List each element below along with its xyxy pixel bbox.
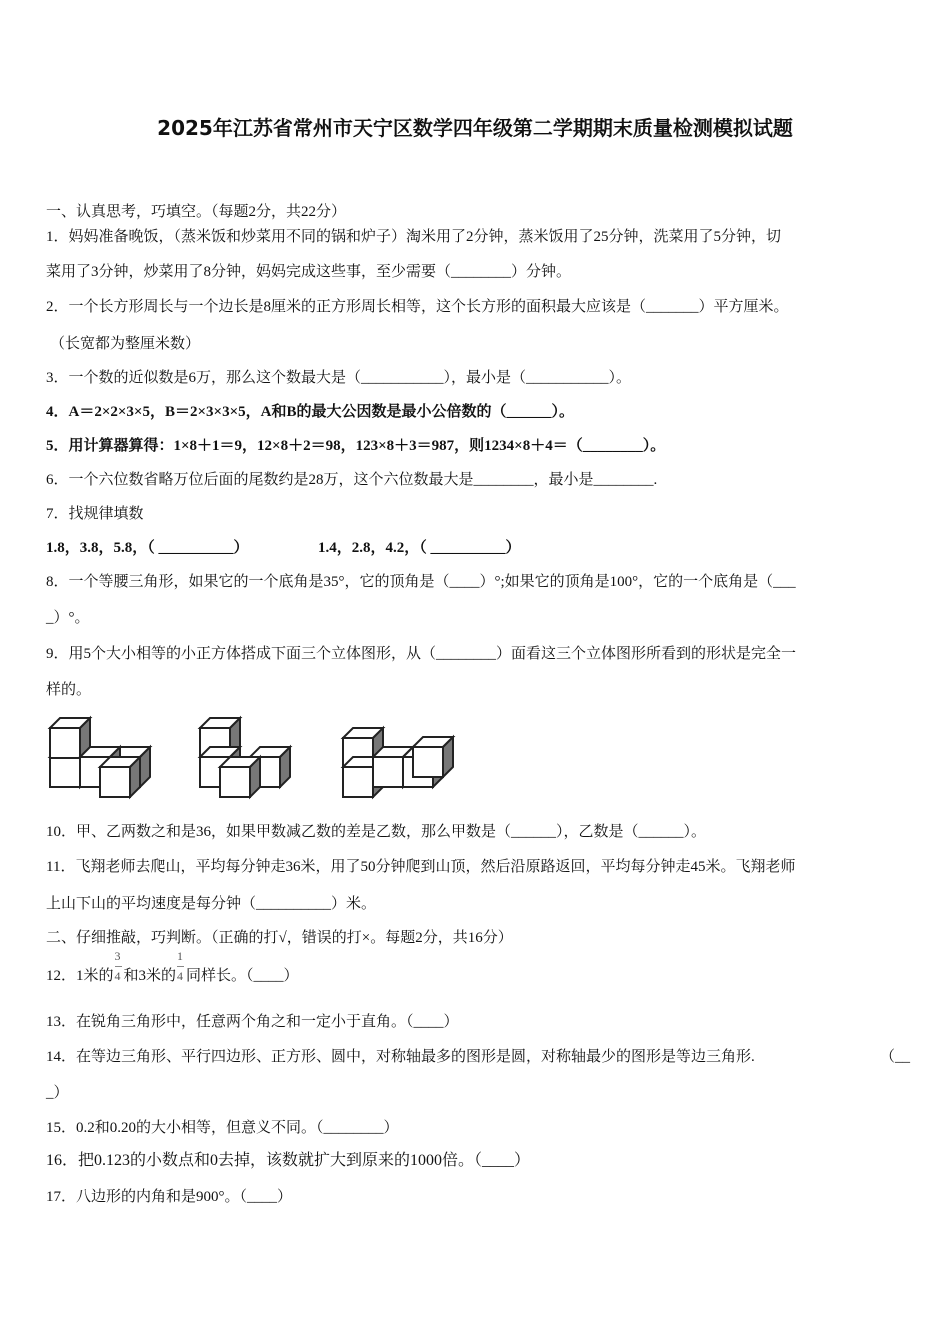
question-10: 10．甲、乙两数之和是36，如果甲数减乙数的差是乙数，那么甲数是（______），乙数是（______）。 xyxy=(46,824,707,840)
question-14: 14．在等边三角形、平行四边形、正方形、圆中，对称轴最多的图形是圆，对称轴最少的图形是等边三角形. xyxy=(46,1049,755,1065)
numerator: 3 xyxy=(114,949,121,963)
fraction-3-4 xyxy=(114,949,124,986)
question-5: 5．用计算器算得：1×8＋1＝9，12×8＋2＝98，123×8＋3＝987，则1234×8＋4＝（________）。 xyxy=(46,438,666,454)
cube-face xyxy=(413,747,443,777)
question-6: 6．一个六位数省略万位后面的尾数约是28万，这个六位数最大是________，最小是________. xyxy=(46,472,658,488)
question-7: 7．找规律填数 xyxy=(46,506,144,522)
question-1: 1．妈妈准备晚饭，（蒸米饭和炒菜用不同的锅和炉子）淘米用了2分钟，蒸米饭用了25分钟，洗菜用了5分钟，切 xyxy=(46,229,782,245)
question-9-cont: 样的。 xyxy=(46,682,92,698)
question-11: 11．飞翔老师去爬山，平均每分钟走36米，用了50分钟爬到山顶，然后沿原路返回，平均每分钟走45米。飞翔老师 xyxy=(46,859,796,875)
section-1-heading: 一、认真思考，巧填空。（每题2分，共22分） xyxy=(46,204,347,220)
question-8-cont: _）°。 xyxy=(46,610,90,626)
cube-figure-2 xyxy=(200,718,290,797)
denominator: 4 xyxy=(177,969,184,983)
question-2: 2．一个长方形周长与一个边长是8厘米的正方形周长相等，这个长方形的面积最大应该是（_______）平方厘米。 xyxy=(46,299,789,315)
question-8: 8．一个等腰三角形，如果它的一个底角是35°，它的顶角是（____）°;如果它的顶角是100°，它的一个底角是（___ xyxy=(46,574,796,590)
question-17: 17．八边形的内角和是900°。（____） xyxy=(46,1189,292,1205)
question-16: 16．把0.123的小数点和0去掉，该数就扩大到原来的1000倍。（____） xyxy=(46,1152,531,1169)
numerator: 1 xyxy=(177,949,184,963)
question-9: 9．用5个大小相等的小正方体搭成下面三个立体图形，从（________）面看这三个立体图形所看到的形状是完全一 xyxy=(46,646,797,662)
cube-figure-3 xyxy=(343,728,453,797)
section-2-heading: 二、仔细推敲，巧判断。（正确的打√，错误的打×。每题2分，共16分） xyxy=(46,930,513,946)
question-12 xyxy=(46,949,299,986)
page-title: 2025年江苏省常州市天宁区数学四年级第二学期期末质量检测模拟试题 xyxy=(157,116,793,140)
cube-face xyxy=(220,767,250,797)
question-13: 13．在锐角三角形中，任意两个角之和一定小于直角。（____） xyxy=(46,1014,459,1030)
cube-face xyxy=(343,767,373,797)
q12-text-a: 12．1米的 xyxy=(46,968,114,984)
fraction-1-4 xyxy=(176,949,186,986)
question-14-cont: _） xyxy=(46,1085,69,1101)
q12-text-b: 和3米的 xyxy=(123,968,177,984)
question-2-cont: （长宽都为整厘米数） xyxy=(50,336,201,352)
cube-face xyxy=(50,728,80,758)
cube-figure-1 xyxy=(50,718,150,797)
question-3: 3．一个数的近似数是6万，那么这个数最大是（___________），最小是（___________）。 xyxy=(46,370,632,386)
denominator: 4 xyxy=(114,969,121,983)
cube-face xyxy=(50,757,80,787)
question-14-blank: （__ xyxy=(880,1049,911,1065)
cube-face xyxy=(373,757,403,787)
cube-face xyxy=(100,767,130,797)
question-1-cont: 菜用了3分钟，炒菜用了8分钟，妈妈完成这些事，至少需要（________）分钟。 xyxy=(46,264,572,280)
question-11-cont: 上山下山的平均速度是每分钟（__________）米。 xyxy=(46,896,377,912)
question-4: 4．A＝2×2×3×5，B＝2×3×3×5，A和B的最大公因数是最小公倍数的（______）。 xyxy=(46,404,574,420)
sequence-1: 1.8，3.8，5.8，（ __________） xyxy=(46,540,249,556)
sequence-2: 1.4，2.8，4.2，（ __________） xyxy=(318,540,521,556)
question-15: 15．0.2和0.20的大小相等，但意义不同。（________） xyxy=(46,1120,399,1136)
q12-text-c: 同样长。（____） xyxy=(186,968,299,984)
